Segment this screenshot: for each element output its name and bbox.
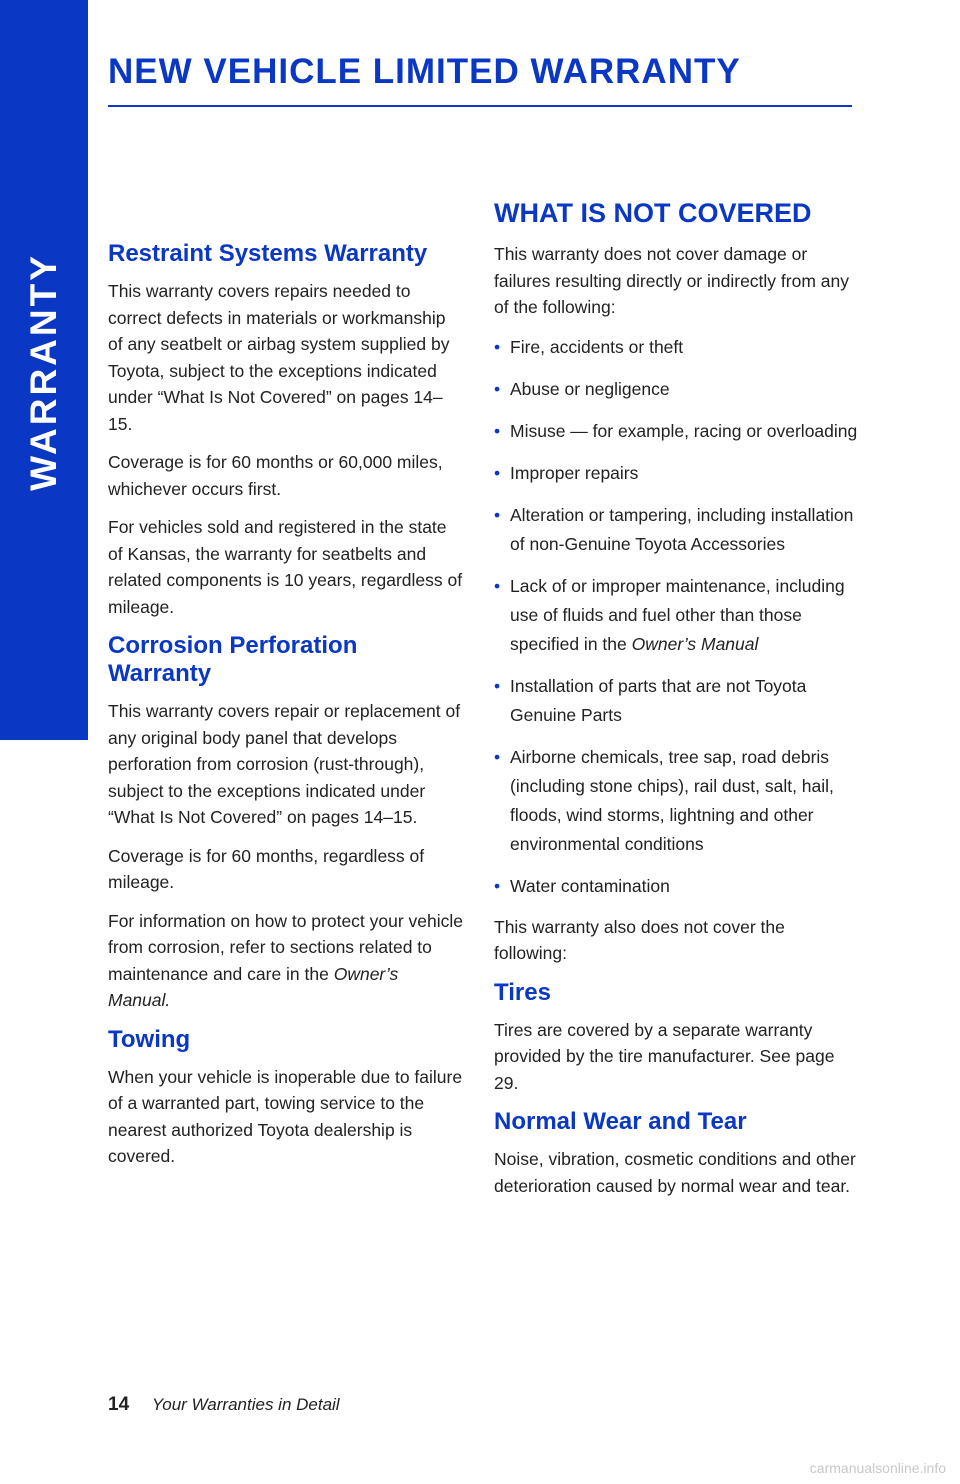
list-item: • Installation of parts that are not Toyota Genuine Parts	[494, 672, 860, 730]
towing-section	[108, 1026, 464, 1170]
bullet-icon: •	[494, 875, 501, 896]
page-number: 14	[108, 1394, 130, 1415]
list-item: • Improper repairs	[494, 459, 860, 488]
list-item: • Airborne chemicals, tree sap, road debris (including stone chips), rail dust, salt, hail, floods, wind storms, lightning and other environmental conditions	[494, 743, 860, 859]
page-title: NEW VEHICLE LIMITED WARRANTY	[108, 52, 741, 91]
towing-p1: When your vehicle is inoperable due to failure of a warranted part, towing service to the nearest authorized Toyota dealership is covered.	[108, 1066, 463, 1166]
corrosion-p3-text: For information on how to protect your vehicle from corrosion, refer to sections related to maintenance and care in the	[108, 910, 464, 984]
bullet-icon: •	[494, 420, 501, 441]
also-not-covered: This warranty also does not cover the following:	[494, 916, 785, 963]
list-item: • Water contamination	[494, 872, 860, 901]
restraint-p2: Coverage is for 60 months or 60,000 miles, whichever occurs first.	[108, 452, 443, 499]
corrosion-section	[108, 632, 464, 1014]
list-item: • Lack of or improper maintenance, including use of fluids and fuel other than those specified in the Owner’s Manual	[494, 572, 860, 659]
bullet-icon: •	[494, 675, 501, 696]
not-covered-heading: WHAT IS NOT COVERED	[494, 198, 812, 228]
corrosion-heading: Corrosion Perforation Warranty	[108, 632, 358, 687]
wear-p1: Noise, vibration, cosmetic conditions and other deterioration caused by normal wear and tear.	[494, 1149, 856, 1196]
corrosion-p2: Coverage is for 60 months, regardless of mileage.	[108, 845, 425, 892]
list-item: • Alteration or tampering, including installation of non-Genuine Toyota Accessories	[494, 501, 860, 559]
wear-heading: Normal Wear and Tear	[494, 1108, 747, 1135]
bullet-icon: •	[494, 378, 501, 399]
tires-p1: Tires are covered by a separate warranty provided by the tire manufacturer. See page 29.	[494, 1019, 835, 1093]
side-tab-label: WARRANTY	[23, 253, 64, 491]
owners-manual-ref: Owner’s Manual	[631, 633, 759, 654]
bullet-icon: •	[494, 575, 501, 596]
left-column	[108, 240, 464, 1182]
footer-text: Your Warranties in Detail	[151, 1395, 340, 1414]
exclusions-list	[494, 333, 860, 901]
restraint-p3: For vehicles sold and registered in the state of Kansas, the warranty for seatbelts and related components is 10 years, regardless of mileage.	[108, 517, 463, 617]
corrosion-p1: This warranty covers repair or replacement of any original body panel that develops perforation from corrosion (rust-through), subject to the exceptions indicated under “What Is Not Covered” on pages 14–15.	[108, 701, 461, 827]
list-item: • Misuse — for example, racing or overloading	[494, 417, 860, 446]
right-column	[494, 198, 860, 1211]
not-covered-intro: This warranty does not cover damage or failures resulting directly or indirectly from any of the following:	[494, 244, 849, 317]
side-tab	[0, 0, 88, 740]
tires-heading: Tires	[494, 978, 551, 1006]
restraint-heading: Restraint Systems Warranty	[108, 240, 428, 267]
page-footer	[108, 1394, 340, 1416]
list-item: • Abuse or negligence	[494, 375, 860, 404]
bullet-icon: •	[494, 462, 501, 483]
wear-section	[494, 1108, 860, 1199]
restraint-section	[108, 240, 464, 620]
bullet-icon: •	[494, 336, 501, 357]
list-item: • Fire, accidents or theft	[494, 333, 860, 362]
tires-section	[494, 979, 860, 1097]
restraint-p1: This warranty covers repairs needed to correct defects in materials or workmanship of any seatbelt or airbag system supplied by Toyota, subject to the exceptions indicated under “What Is Not Covered” on pages 14–15.	[108, 281, 450, 434]
watermark: carmanualsonline.info	[809, 1460, 946, 1476]
not-covered-section	[494, 198, 860, 967]
corrosion-p3	[108, 908, 464, 1014]
bullet-icon: •	[494, 746, 501, 767]
owners-manual-ref: Owner’s Manual.	[108, 963, 399, 1010]
title-divider	[108, 105, 852, 107]
towing-heading: Towing	[108, 1025, 191, 1053]
bullet-icon: •	[494, 504, 501, 525]
